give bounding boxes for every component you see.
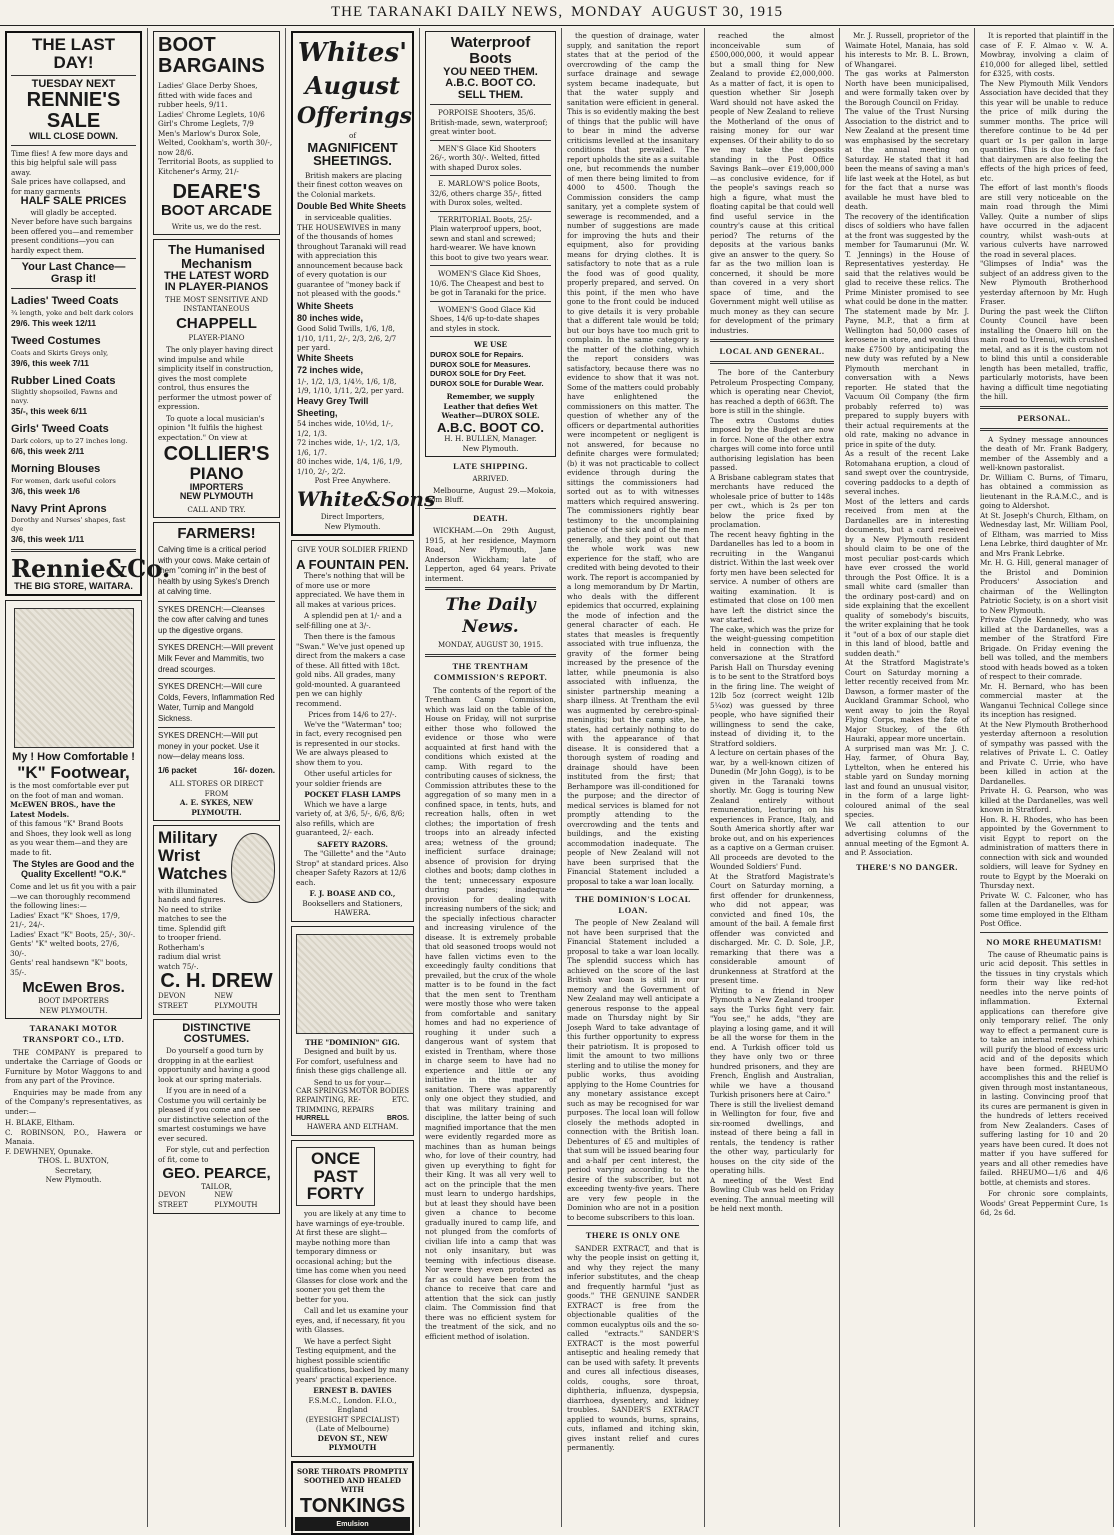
double-bed: Double Bed White Sheets [297,201,407,212]
white-sons-logo: White&Sons [297,486,436,511]
k-new-plymouth: NEW PLYMOUTH. [39,1005,108,1015]
sale-intro: Time flies! A few more days and this big helpful sale will pass away. [11,148,129,177]
in-player: IN PLAYER-PIANOS [164,281,269,294]
chappell-body-2: To quote a local musician's opinion "It fulfils the highest expectation." On view at [158,413,265,442]
death-heading: DEATH. [473,512,508,523]
pen-body-2: A splendid pen at 1/- and a self-filling one at 3/-. [296,611,402,630]
player-piano: PLAYER-PIANO [188,333,245,342]
repainting: REPAINTING, RE-TRIMMING, REPAIRS [296,1096,375,1114]
drench-1: SYKES DRENCH:—Cleanses the cow after calving and tunes up the digestive organs. [158,604,269,635]
grey-prices: 54 inches wide, 10½d, 1/-, 1/2, 1/3. [297,419,394,438]
motor-transport-notice [5,1023,142,1184]
column-4 [420,28,562,1527]
column-8 [975,28,1114,1527]
sheetings-heading: SHEETINGS. [313,153,392,169]
piano-heading: PIANO [189,464,244,484]
sale-item-desc: Coats and Skirts Greys only, [11,348,109,357]
inches-80: 80 inches wide, [297,312,364,323]
sale-heading: SALE [46,110,101,133]
motor-sign: THOS. L. BUXTON, [38,1156,109,1166]
column-6 [705,28,840,1527]
sheet-body: British makers are placing their finest cotton weaves on the Colonial markets. [297,170,403,199]
we-use: WE USE [474,340,507,350]
sykes-drench-ad [153,522,280,821]
magnificent-heading: MAGNIFICENT [307,139,398,155]
costumes-body-3: For style, cut and perfection of fit, come to [158,1145,270,1164]
masthead-date: AUGUST 30, 1915 [651,4,784,20]
abc-item-0: PORPOISE Shooters, 35/6. British-made, sewn, waterproof; great winter boot. [430,108,548,137]
chappell-body: The only player having direct wind impulse and while simplicity itself in construction, gives the most complete control, thus ensures the performer the utmost power of expression. [158,345,274,412]
gig-carriage-illustration [296,934,414,1034]
gig-services [296,1087,409,1096]
deare-boot-ad [153,31,280,235]
car-springs: CAR SPRINGS [296,1087,348,1096]
local-general-article: The bore of the Canterbury Petroleum Prospecting Company, which is operating near Cheviot, has reached a depth of 663ft. The bore is still in the shingle. The extra Customs duties imposed by the Budget are now in force. None of the other extra charges will come into force until authorising legislation has been passed. A Brisbane cablegram states that merchants have reduced the wholesale price of butter to 148s per cwt., which is 2s per ton below the price fixed by proclamation. The recent heavy fighting in the Dardanelles has led to a boom in recruiting in the Wanganui district. Within the last week over forty men have been selected for service. A number of others are waiting examination. It is estimated that close on 100 men have left the district since the war started. The cake, which was the prize for the weight-guessing competition held in connection with the conversazione at the Stratford Parish Hall on Thursday evening is to be sent to the Stratford boys in the firing line. The weight of 12lb 5oz (correct weight 12lb 5¼oz) was guessed by three people, who have signified their willingness to send the cake, instead of dividing it, to the Stratford soldiers. A lecture on certain phases of the war, by a well-known citizen of Dunedin (Mr John Gogg), is to be given in the Taranaki towns shortly. Mr. Gogg is touring New Zealand entirely without remuneration, lecturing on his experiences in France, Italy, and South America shortly after war broke out, and on his experiences as a captive on a German cruiser. All proceeds are devoted to the Wounded Soldiers' Fund. At the Stratford Magistrate's Court on Saturday morning, a first offender for drunkenness, who did not appear, was convicted and fined 10s, the amount of the bail. A female first offender was convicted and discharged. Mr. C. D. Sole, J.P., remarking that there was a considerable amount of drunkenness at Stratford at the present time. Writing to a friend in New Plymouth a New Zealand trooper says the Turks fight very fair. "You see," he adds, "they are playing a losing game, and it will be all the worse for them in the end. A Turkish officer told us they have only two or three hundred prisoners, and they are French, English and Australian, while we have a thousand Turkish prisoners here at Cairo." There is still the liveliest demand in Wellington for four, five and six-roomed dwellings, and instead of there being a fall in rentals, the tendency is rather the other way, particularly for houses on the city side of the operating hills. A meeting of the West End Bowling Club was held on Friday evening. The annual meeting will be held next month. [710,368,834,1214]
mcewen-bros: McEwen Bros. [22,979,125,997]
call-and-try: CALL AND TRY. [187,504,246,514]
abc-item-2: E. MARLOW'S police Boots, 32/6, others charge 35/-, fitted with Durox soles, welted. [430,179,542,208]
rennie-co-logo: Rennie&Co. [11,554,171,584]
column-3 [286,28,436,1529]
motor-sign-2: Secretary, [55,1165,92,1175]
half-sale-prices: HALF SALE PRICES [20,195,127,208]
sale-item-5 [11,502,136,546]
man-portrait-illustration [14,608,134,748]
gig-body: Designed and built by us. For comfort, usefulness and finish these gigs challenge all. [296,1047,407,1076]
k-mcewen: McEWEN BROS., have the Latest Models. [10,800,116,819]
sale-item-1 [11,334,136,369]
hurrell-gig-ad [291,926,414,1136]
last-day-heading: THE LAST DAY! [31,35,116,72]
drew-address [158,992,275,1010]
sale-item-price: 6/6, this week 2/11 [11,445,85,456]
davies-quals: F.S.M.C., London. F.I.O., England [308,1395,397,1415]
loan-article-continued: reached the almost inconceivable sum of £500,000,000, it would appear but a small thing for New Zealand to provide £2,000,000. As a matter of fact, it is open to question whether Sir Joseph Ward should not have asked the people of New Zealand to relieve the Motherland of the onus of raising money for our war expenses. Of their ability to do so we may take the deposits standing in the Post Office Savings Bank—over £19,000,000—as conclusive evidence, for if the people's savings reach so high a figure, what must the floating capital be that could well find useful service in the country's cause at this critical period? The returns of the deposits at the various banks give an answer to the query. So far as the two million loan is concerned, it should be more than covered in a very short space of time, and the Government might well utilise as much money as they can secure for development of the primary industries. [710,31,834,335]
motor-body-2: Enquiries may be made from any of the Company's representatives, as under:— [5,1087,142,1116]
local-general-final: It is reported that plaintiff in the case of F. F. Almao v. W. A. Mowbray, involving a claim of £10,000 for alleged libel, settled for £325, with costs. The New Plymouth Milk Vendors Association have decided that they this year will be unable to reduce the price of milk during the summer months. The price will therefore continue to be 4d per quart or 1s per gallon in large quantities. This is due to the fact that dairymen are also feeling the effects of the high prices of feed, etc. The effort of last month's floods are still very noticeable on the main road through the Mimi Valley. Quite a number of slips have occurred in the adjacent country, whilst wash-outs at various culverts have narrowed the road in several places. "Glimpses of India" was the subject of an address given to the New Plymouth Brotherhood yesterday afternoon by Mr. Hugh Fraser. During the past week the Clifton County Council have been installing the Onaero hill on the main road to Urenui, with crushed metal, and as it is the custom not to blind this until a considerable length has been metalled, traffic, particularly motorists, have been having a difficult time negotiating the hill. [980,31,1108,401]
farmers-heading: FARMERS! [177,525,256,543]
last-chance: Your Last Chance— Grasp it! [21,261,126,285]
need-them: YOU NEED THEM. [443,65,538,78]
masthead [0,0,1114,26]
pen-body-3: Then there is the famous "Swan." We've just opened up direct from the makers a case of these. All fitted with 18ct. gold nibs. All grades, many gold-mounted. A guaranteed pen we can highly recommend. [296,632,406,708]
boase-pen-ad [291,540,414,921]
humanised-heading: The Humanised [168,242,265,258]
importers: IMPORTERS [189,481,244,492]
drench-2: SYKES DRENCH:—Will prevent Milk Fever and Mammitis, two dread scourges. [158,643,274,674]
pearce-address [158,1191,275,1209]
gig-etc: ETC. [391,1096,409,1105]
white-sheets-72: White Sheets [297,352,354,363]
military-heading: Military [158,828,218,848]
sell-them: SELL THEM. [457,88,524,101]
dominion-gig-heading: THE "DOMINION" GIG. [305,1037,400,1047]
loan-article: The people of New Zealand will not have been surprised that the Financial Statement included a proposal to take a war loan locally. The splendid success which has achieved on the score of the last British war loan is still in our memory and the Government of New Zealand may well anticipate a generous response to the appeal made on Thursday night by Sir Joseph Ward to take advantage of this further opportunity to express their patriotism. It is proposed to limit the amount to two millions sterling and to utilise the money for public works, thus avoiding applying to the Home Countries for any monetary assistance except such as may be recognised for war purposes. The local loan will follow closely the methods adopted in connection with the British loan. Debentures of £5 and multiples of that sum will be issued bearing four and a-half per cent interest, the period varying according to the desire of the subscriber, but not exceeding twenty-five years. There are very few people in the Dominion who are not in a position to become subscribers to this loan. [567,918,699,1222]
motor-heading: TARANAKI MOTOR TRANSPORT CO., LTD. [22,1023,125,1045]
abc-item-5: WOMEN'S Good Glace Kid Shoes, 14/6 up-to-date shapes and styles in stock. [430,304,540,333]
durox-3: DUROX SOLE for Durable Wear. [430,379,544,389]
column-2 [148,28,286,1527]
pearce-heading: GEO. PEARCE, [162,1165,271,1183]
davies-late: (Late of Melbourne) [315,1424,390,1434]
masthead-title: THE TARANAKI DAILY NEWS, [330,4,564,20]
boase-name: F. J. BOASE AND CO., [309,889,396,899]
k-title: "K" Footwear, [17,762,130,782]
sale-item-desc: Slightly shopsoiled, Fawns and navy. [11,388,118,406]
most-sensitive: THE MOST SENSITIVE AND INSTANTANEOUS [165,295,268,313]
drench-4: SYKES DRENCH:—Will put money in your pocket. Use it now—delay means loss. [158,731,259,762]
flash-body: Which we have a large variety of, at 3/6, 5/-, 6/6, 8/6; also refills, which are guaranteed, 2/- each. [296,799,405,838]
fountain-pen-heading: A FOUNTAIN PEN. [296,556,409,572]
pen-body-5: Other useful articles for your soldier friends are [296,769,392,788]
costumes-body-2: If you are in need of a Costume you will certainly be pleased if you come and see our distinctive selection of the smartest costumings we have ever secured. [158,1086,269,1143]
drew-town: NEW PLYMOUTH [214,992,258,1010]
offerings-heading: Offerings [297,102,413,129]
motor-rep-0: H. BLAKE, Eltham. [5,1118,75,1128]
daily-news-nameplate: The Daily News. [445,595,536,638]
personal-article: A Sydney message announces the death of Mr. Frank Badgery, member of the Assembly and a well-known pastoralist. Dr. William C. Burns, of Timaru, has obtained a commission as lieutenant in the R.A.M.C., and is going to Aldershot. At St. Joseph's Church, Eltham, on Wednesday last, Mr. William Pool, of Eltham, was married to Miss Lena Lebrke, third daughter of Mr. and Mrs Frank Lebrke. Mr. H. G. Hill, general manager of the Bristol and Dominion Producers' Association and chairman of the Wellington Patriotic Society, is on a short visit to New Plymouth. Private Clyde Kennedy, who was killed at the Dardanelles, was a member of the Stratford Fire Brigade. On Friday evening the bell was tolled, and the members stood with heads bowed as a token of respect to their comrade. Mr. H. Bernard, who has been commercial master at the Wanganui Technical College since its inception has resigned. At the New Plymouth Brotherhood yesterday afternoon a resolution of sympathy was passed with the relatives of Private L. C. Oatley and Private C. Urrie, who have been killed in action at the Dardanelles. Private H. G. Pearson, who was killed at the Dardanelles, was well known in Stratford. Hon. R. H. Rhodes, who has been appointed by the Government to visit Egypt to report on the administration of matters there in connection with sick and wounded soldiers, will leave for Sydney en route to Egypt by the Moeraki on Thursday next. Private W. C. Falconer, who has fallen at the Dardanelles, was for some time employed in the Eltham Post Office. [980,434,1108,929]
bullen-manager: H. H. BULLEN, Manager. [444,434,537,444]
waterproof-heading: Waterproof Boots [450,34,531,67]
abc-item-4: WOMEN'S Glace Kid Shoes, 10/6. The Cheapest and best to be got in Taranaki for the price. [430,269,547,298]
abc-boot-2: A.B.C. BOOT CO. [437,419,544,435]
rheumatism-body: The cause of Rheumatic pains is uric acid deposit. This settles in the tissues in tiny crystals which form their way like red-hot needles into the nerve points of inflammation. External applications can therefore give only temporary relief. The only way to effect a permanent cure is to take an internal remedy which will purify the blood of excess uric acid and of the deposits which have been formed. RHEUMO accomplishes this and the relief is given through most instantaneous, in lasting. Convincing proof that its cures are permanent is given in the hundreds of letters received from New Zealanders. Cases of suffering lasting for 10 and 20 years have been cured. It does not matter if you have suffered for years and all other remedies have failed. RHEUMO—1/6 and 4/6 bottle, at chemists and stores. [980,949,1108,1187]
abc-item-3: TERRITORIAL Boots, 25/- Plain waterproof uppers, boot, sewn and stanl and screwed; hard-wearer. We have known this boot to give two years wear. [430,214,549,262]
sale-item-2 [11,374,136,418]
durox-1: DUROX SOLE for Measures. [430,359,531,369]
local-general-heading: LOCAL AND GENERAL. [719,346,825,356]
drew-watch-ad [153,825,280,1015]
sale-item-desc: For women, dark useful colors [11,476,116,485]
sale-item-price: 29/6. This week 12/11 [11,317,97,328]
big-store: THE BIG STORE, WAITARA. [14,580,133,591]
pearce-town: NEW PLYMOUTH [214,1191,258,1209]
sore-throats: SORE THROATS PROMPTLY SOOTHED AND HEALED WITH [296,1466,409,1495]
forty-heading: FORTY [306,1184,365,1204]
local-general-continued: Mr. J. Russell, proprietor of the Waimate Hotel, Manaia, has sold his interests to Mr. B. L. Brown, of Whangarei. The gas works at Palmerston North have been municipalised, and were formally taken over by the Borough Council on Friday. The value of the Trust Nursing Association to the district and to New Zealand at the present time was emphasised by the secretary at the annual meeting on Saturday. He stated that it had been the means of saving a man's life last week at the Hotel, as but for the fact that a nurse was available he must have bled to death. The recovery of the identification discs of soldiers who have fallen at the front was suggested by the member for Taumarunui (Mr. W. T. Jennings) in the House of Representatives yesterday. He said that the relatives would be glad to receive these relics. The Prime Minister promised to see what could be done in the matter. The statement made by Mr. J. Payne, M.P., that a firm at Wellington had 50,000 cases of kerosene in store, and would thus make £7500 by anticipating the new duty was refuted by a New Plymouth merchant in conversation with a News reporter. He stated that the Vacuum Oil Company (the firm probably referred to) was prepared to supply buyers with their actual requirements at the old rate, making no advance in price in spite of the duty. As a result of the recent Lake Rotomahana eruption, a cloud of sand swept over the countryside, covering paddocks to a depth of several inches. Most of the letters and cards received from men at the Dardanelles are in interesting documents, but a card received by a New Plymouth resident should claim to be one of the most peculiar post-cards which have ever crossed the world through the Post Office. It is a small white card (smaller than the ordinary post-card) and on side explaining that the excellent quality of somebody's biscuits, the writer explaining that he took it "out of a box of our staple diet in this land of blood, battle and sudden death." At the Stratford Magistrate's Court on Saturday morning a letter recently received from Mr. Dawson, a former master of the Auckland Grammar School, who went away to join the Royal Flying Corps, makes the fate of Major Stuckey, of the 6th Hauraki, appear more uncertain. A surprised man was Mr. J. C. Hay, farmer, of Ohura Bay, Lyttelton, when he entered his stable yard on Sunday morning last and found an unusual visitor, in the form of a large light-coloured animal of the seal species. We call attention to our advertising columns of the annual meeting of the Egmont A. and P. Association. [845,31,969,857]
sale-item-name: Tweed Costumes [11,335,101,348]
boot-arcade-heading: BOOT ARCADE [160,202,273,219]
sale-item-desc: Dorothy and Nurses' shapes, fast dye [11,516,126,534]
tailor-label: TAILOR, [201,1181,232,1191]
grey-prices-3: 80 inches wide, 1/4, 1/6, 1/9, 1/10, 2/-, 2/2. [297,457,403,476]
once-heading: ONCE [310,1148,361,1168]
rennies-heading: RENNIE'S [26,89,121,112]
k-styles: The Styles are Good and the Quality Excellent! "O.K." [12,859,135,879]
boot-importers: BOOT IMPORTERS [38,996,109,1006]
pen-body-4: We've the "Waterman" too; in fact, every recognised pen is represented in our stocks. We are always pleased to show them to you. [296,719,402,767]
column-5 [562,28,705,1527]
chappell-heading: CHAPPELL [176,315,257,333]
sykes-address: A. E. SYKES, NEW PLYMOUTH. [179,798,254,817]
bargain-line-3: Men's Marlow's Durox Sole, Welted, Cookham's, worth 30/-, now 28/6. [158,128,273,157]
razor-body: The "Gillette" and the "Auto Strop" at standard prices. Also cheaper Safety Razors at 12/6 each. [296,849,409,887]
k-come: Come and let us fit you with a pair—we can thoroughly recommend the following lines:— [10,882,137,911]
heavy-grey: Heavy Grey Twill Sheeting, [297,395,369,418]
accepted-note: will gladly be accepted. [30,207,117,217]
razor-heading: SAFETY RAZORS. [317,839,388,849]
rheumatism-heading: NO MORE RHEUMATISM! [986,936,1102,947]
k-body-2: of this famous "K" Brand Boots and Shoes, they look well as long as you wear them—and they are made to fit. [10,819,132,857]
no-danger-heading: THERE'S NO DANGER. [856,861,958,872]
august-heading: August [305,71,400,101]
sale-item-price: 3/6, this week 1/6 [11,485,80,496]
drew-street: DEVON STREET [158,992,188,1010]
hurrell-bros [296,1115,409,1122]
davies-address: DEVON ST., NEW PLYMOUTH [317,1433,388,1453]
deare-heading: DEARE'S [172,181,261,203]
wickham-notice: WICKHAM.—On 29th August, 1915, at her residence, Maymorn Road, New Plymouth, Jane Anderson Wickham; late of Lepperton, aged 64 years. Private interment. [425,526,556,583]
rennie-sale-ad [5,31,171,596]
costumes-body: Do yourself a good turn by dropping in at the earliest opportunity and having a good look at our spring materials. [158,1046,270,1084]
post-free: Post Free Anywhere. [314,476,391,486]
flash-heading: POCKET FLASH LAMPS [304,790,401,800]
direct-importers: Direct Importers, [320,512,385,522]
trentham-article-continued: the question of drainage, water supply, and sanitation the report states that at the period of the overcrowding of the camp the surface drainage and sewage system became inadequate, but that the water supply and sanitation were efficient in general. This is so evidently making the best of things that the public will have to bear in mind the adverse criticisms levelled at the insanitary conditions that prevailed. The report upholds the site as a suitable one, but recommends the number of men there being limited to from 4000 to 4500. Though the Commission considers the camp sanitary, yet a complete system of sewerage is recommended, and a number of suggestions are made for improving the huts and their equipment, also for providing means for drying clothes. It is satisfactory to note that as a rule the food was of good quality, properly prepared, and served. On this point, if the men who have gone to the front could be induced to give details it is very probable that a different tale would be told; but our boys have too much grit to complain. In the same category is the matter of the clothing, which the report considers was satisfactory, because there was no evidence to show that it was not. Some of the matters could probably have enlightened the commissioners on this matter. The question of whether any of the officers or departmental authorities were incompetent or negligent is not answered, for because no definite charges were formulated; (b) it was not practicable to collect evidence through during the sittings the commissioners had sorted out as to with witnesses matters which required answering. The commissioners rightly bear testimony to the uncomplaining patience of the sick and of the men generally, and they point out that the whole work was new experience for the staff, who are credited with being devoted to their work. The report is accompanied by a long memorandum by Dr Martin, who deals with the different epidemics that occurred, explaining the mode of infection and the general character of each. He states that measles is frequently associated with true influenza, the gravity of the former being increased by the presence of the latter, while pneumonia is also associated with influenza, the sinister partnership meaning a sharp illness. At Trentham the evil was augmented by cerebro-spinal-meningitis; but the camp site, he states, had certainly nothing to do with the appearance of that disease. It is considered that a thorough system of roading and drainage should have been instituted from the first; that Berhampore was ill-conditioned for the purpose; and the director of medical services is blamed for not promptly attending to the overcrowding and the tents and buildings, and the existing accommodation inadequate. The people of New Zealand will not have been surprised that the Financial Statement included a proposal to take a war loan locally. [567,31,699,886]
pen-body: There's nothing that will be of more use or more appreciated. We have them in all makes at various prices. [296,571,405,609]
pearce-tailor-ad [153,1019,280,1214]
pearce-street: DEVON STREET [158,1191,188,1209]
abc-item-1: MEN'S Glace Kid Shooters 26/-, worth 30/-. Welted, fitted with shaped Durox soles. [430,143,540,172]
write-us: Write us, we do the rest. [171,221,262,231]
boot-heading: BOOT [158,34,216,56]
k-heading: My ! How Comfortable ! [12,751,135,764]
of-label: of [349,131,356,141]
sale-intro-2: Sale prices have collapsed, and for many garments [11,177,126,196]
close-down: WILL CLOSE DOWN. [29,131,118,142]
past-heading: PAST [313,1166,358,1186]
sale-item-name: Ladies' Tweed Coats [11,295,119,308]
pen-prices: Prices from 14/6 to 27/-. [308,710,397,720]
forty-body: you are likely at any time to have warnings of eye-trouble. At first these are slight—maybe nothing more than temporary dimness or occasional aching; but the time has come when you need Glasses for close work and the sooner you get them the better for you. [296,1209,408,1304]
motor-sign-3: New Plymouth. [45,1175,102,1185]
sale-item-name: Morning Blouses [11,463,101,476]
motor-body: THE COMPANY is prepared to undertake the Carriage of Goods or Furniture by Motor Waggons to and from any part of the Province. [5,1047,142,1086]
motor-rep-2: F. DEWHNEY, Opunake. [5,1146,93,1156]
mechanism-heading: Mechanism [181,255,252,271]
drench-prices [158,766,275,777]
abc-boot: A.B.C. BOOT CO. [445,77,536,90]
k-footwear-ad [5,600,142,1019]
editorial-date: MONDAY, AUGUST 30, 1915. [437,640,544,649]
costumes-heading: DISTINCTIVE COSTUMES. [182,1021,251,1046]
sander-article: SANDER EXTRACT, and that is why the people insist on getting it, and why they reject the many inferior substitutes, and the cheap and frequently harmful "just as goods." THE GENUINE SANDER EXTRACT is free from the objectionable qualities of the common eucalyptus oils and the so-called "extracts." SANDER'S EXTRACT is the most powerful antiseptic and healing remedy that can be used with safety. It prevents and cures all infectious diseases, colds, coughs, sore throat, diphtheria, influenza, dyspepsia, diarrhoea, dysentery, and kidney troubles. SANDER'S EXTRACT applied to wounds, burns, sprains, cuts, inflamed and itching skin, gives instant relief and cures permanently. [567,1243,699,1453]
only-one-heading: THERE IS ONLY ONE [585,1230,681,1241]
k-line-0: Ladies' Exact "K" Shoes, 17/9, 21/-, 24/-. [10,910,121,930]
sale-item-price: 35/-, this week 6/11 [11,406,88,417]
bargains-heading: BARGAINS [158,55,265,77]
latest-word: THE LATEST WORD [164,269,269,282]
sale-item-desc: Dark colors, up to 27 inches long. [11,436,128,445]
personal-heading: PERSONAL. [1017,412,1071,423]
remember-durox: Remember, we supply Leather that defies Wet Weather—DUROX SOLE. [441,392,540,421]
collier-np: NEW PLYMOUTH [179,491,254,502]
bargain-line-1: Ladies' Chrome Leglets, 10/6 [158,109,265,119]
drench-dozen-price: 16/- dozen. [233,765,275,775]
wrist-watch-illustration [231,833,275,903]
sale-item-name: Navy Print Aprons [11,502,107,515]
watches-heading: Watches [158,864,228,884]
prices-72: 1/-, 1/2, 1/3, 1/4½, 1/6, 1/8, 1/9, 1/10, 1/11, 2/2, per yard. [297,376,404,396]
give-soldier: GIVE YOUR SOLDIER FRIEND [297,546,408,555]
watch-body-2: Rotherham's radium dial wrist watch 75/-. [158,942,221,971]
send-to-us: Send to us for your— [313,1077,392,1087]
inches-72: 72 inches wide, [297,364,364,375]
hawera-eltham: HAWERA AND ELTHAM. [306,1122,399,1132]
sale-item-name: Rubber Lined Coats [11,374,116,387]
peppermint-cure: For chronic sore complaints, Woods' Great Peppermint Cure, 1s 6d, 2s 6d. [980,1189,1108,1218]
sale-item-3 [11,422,136,457]
watch-body: with illuminated hands and figures. No need to strike matches to see the time. Splendid gift to trooper friend. [158,885,227,943]
k-body: is the most comfortable ever put on the foot of man and woman. [10,781,129,800]
sale-item-desc: ¾ length, yoke and belt dark colors [11,308,134,317]
bargain-line-0: Ladies' Glace Derby Shoes, fitted with wide faces and rubber heels, 9/11. [158,81,258,109]
bargain-line-2: Girl's Chrome Leglets, 7/9 [158,119,254,128]
column-7 [840,28,975,1527]
all-stores: ALL STORES OR DIRECT FROM [169,779,264,798]
calving-text: Calving time is a critical period with your cows. Make certain of them "coming in" in the best of health by using Sykes's Drench at calving time. [158,545,270,597]
motor-rep-1: C. ROBINSON, P.O., Hawera or Manaia. [5,1127,142,1147]
davies-name: ERNEST B. DAVIES [313,1386,392,1396]
forty-body-3: We have a perfect Sight Testing equipment, and the highest possible scientific qualifications, backed by many years' practical experience. [296,1336,409,1384]
tonkings-ad [291,1461,414,1535]
trentham-heading: THE TRENTHAM COMMISSION'S REPORT. [433,661,548,683]
masthead-day: MONDAY [571,4,644,20]
sale-item-4 [11,462,136,497]
k-line-1: Ladies' Exact "K" Boots, 25/-, 30/-. [10,929,136,939]
local-loan-heading: THE DOMINION'S LOCAL LOAN. [575,894,691,916]
chappell-piano-ad [153,239,280,518]
trentham-article: The contents of the report of the Trentham Camp Commission, which was laid on the table of the House on Friday, will not surprise either those who followed the evidence or those who were acquainted at first hand with the conditions which existed at the camp. With regard to the contributing causes of sickness, the Commission attributes these to the aggregation of so many men in a confined space, in tents, huts, and recreation halls, often in wet clothes; the importation of fresh troops into an already infected area; wetness of the ground; inefficient surface drainage; absence of provision for drying clothes and boots; damp clothes in the tent; unnecessary exposure during parades; inadequate provision for dealing with increasing numbers of the sick; and the specially infectious character and increasing virulence of the disease. It is extremely probable that old seasoned troops would not have fallen victims even to the exceedingly faulty conditions that prevailed, but the crux of the whole matter is to be found in the fact that the men sent to Trentham were mostly those who were taken from comfortable and sanitary homes and had no experience of roughing it under such a dangerous want of system that existed in Trentham, where those in charge seem to have had no experience and little or any initiative in the matter of sanitation. There was apparently only one object they studied, and that was military training and discipline, the latter being of such magnified importance that the men were evidently regarded more as machines than as human beings who, for love of their country, had given up everything to fight for their King. It was all very well to act on the principle that the men must learn to undergo hardships, but at least they should have been given a chance to become gradually inured to camp life, and not plunged from the comforts of civilian life into a camp that was not only insanitary, but was teeming with infectious disease. Nor were they even protected as far as could have been from the chance to receive that care and attention that the sick can justly claim. The Commission find that there was no efficient system for the treatment of the sick, and no efficient method of isolation. [425,685,556,1341]
wrist-heading: Wrist [158,846,201,866]
drew-heading: C. H. DREW [160,970,273,993]
whites-heading: Whites' [297,38,408,68]
k-line-3: Gents' real handsewn "K" boots, 35/-. [10,958,128,977]
whites-sheeting-ad [291,31,436,536]
collier-heading: COLLIER'S [163,443,270,466]
white-sheets-80: White Sheets [297,300,354,311]
sale-item-0 [11,294,136,329]
davies-specialist: (EYESIGHT SPECIALIST) [305,1414,400,1424]
drench-3: SYKES DRENCH:—Will cure Colds, Fevers, Inflammation Red Water, Turnip and Mangold Sickness. [158,682,275,723]
forty-body-2: Call and let us examine your eyes, and, if necessary, fit you with Glasses. [296,1306,409,1335]
tuesday-heading: TUESDAY NEXT [31,77,116,90]
bargain-line-4: Territorial Boots, as supplied to Kitchener's Army, 21/- [158,157,274,176]
hurrell-name: HURRELL [296,1114,330,1122]
boase-hawera: HAWERA. [334,908,371,918]
gig-services-2 [296,1096,409,1114]
bros-name: BROS. [386,1114,409,1122]
k-line-2: Gents' "K" welted boots, 27/6, 30/-. [10,939,120,958]
sale-item-name: Girls' Tweed Coats [11,423,109,436]
never-note: Never before have such bargains been offered you—and remember present conditions—you can hardly expect them. [11,217,134,255]
late-shipping-heading: LATE SHIPPING. [453,461,528,472]
emulsion-banner: Emulsion [295,1517,410,1531]
prices-80: Good Solid Twills, 1/6, 1/8, 1/10, 1/11, 2/-, 2/3, 2/6, 2/7 per yard. [297,324,397,353]
abc-np: New Plymouth. [462,443,519,453]
column-1 [0,28,171,1527]
arrived-heading: ARRIVED. [472,474,509,483]
booksellers: Booksellers and Stationers, [302,898,403,908]
sale-item-price: 39/6, this week 7/11 [11,357,89,368]
durox-0: DUROX SOLE for Repairs. [430,349,524,359]
whites-np: New Plymouth. [324,521,381,531]
abc-boot-ad [425,31,556,457]
grey-prices-2: 72 inches wide, 1/-, 1/2, 1/3, 1/6, 1/7. [297,438,401,457]
tonkings-heading: TONKINGS [299,1495,406,1518]
sale-item-price: 3/6, this week 1/11 [11,534,85,545]
motor-bodies: MOTOR BODIES [348,1087,409,1096]
drench-packet-price: 1/6 packet [158,765,197,775]
melbourne-shipping: Melbourne, August 29.—Mokoia, from Bluff. [425,485,556,505]
durox-2: DUROX SOLE for Dry Feet. [430,369,526,379]
sheet-body-2: in serviceable qualities. THE HOUSEWIVES in many of the thousands of homes throughout Taranaki will read with appreciation this announcement because back of every quotation is our guarantee of "money back if not pleased with the goods." [297,213,407,299]
davies-optician-ad [291,1140,414,1457]
